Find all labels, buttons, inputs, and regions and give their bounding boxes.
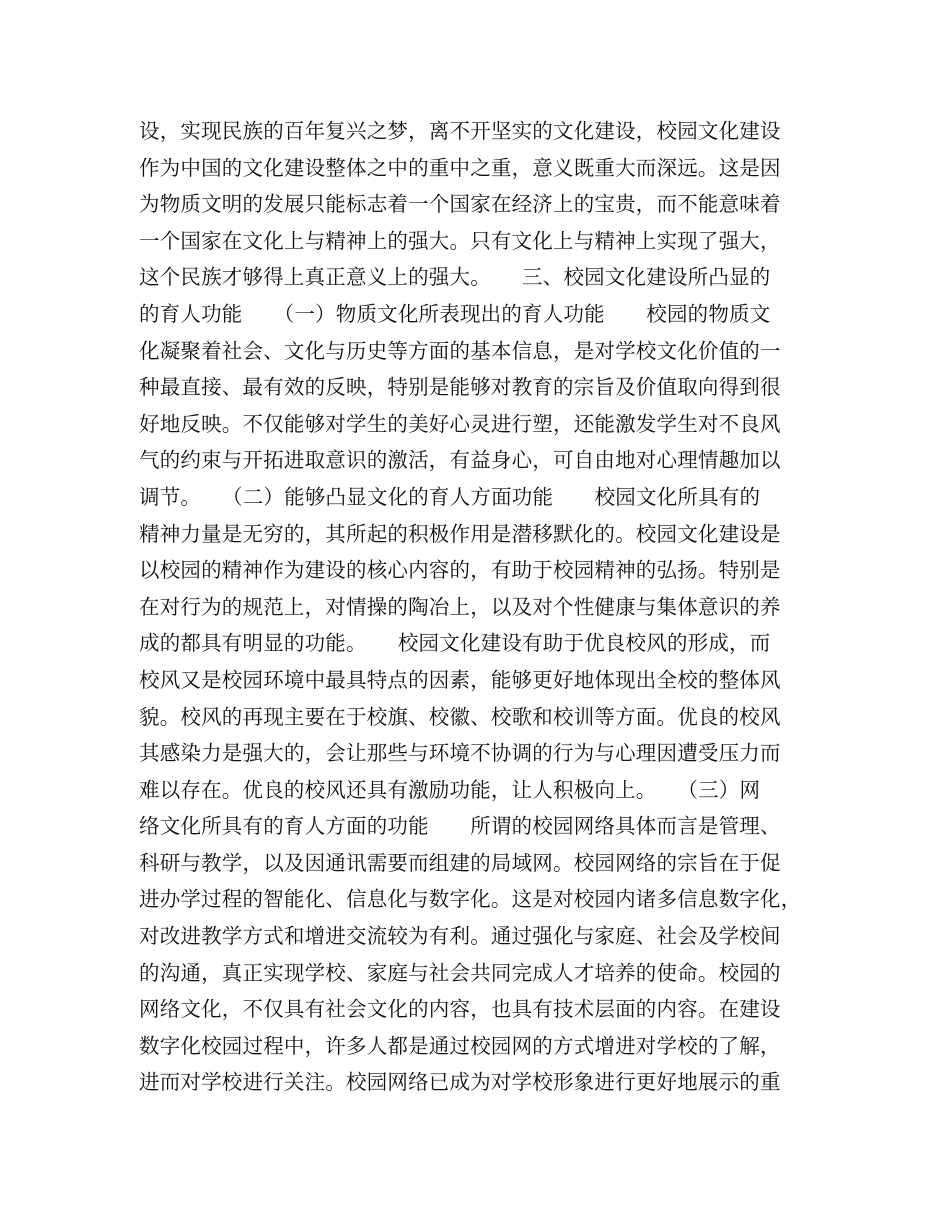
text-line: 调节。 （二）能够凸显文化的育人方面功能 校园文化所具有的 (139, 484, 761, 509)
text-line: 气的约束与开拓进取意识的激活，有益身心，可自由地对心理情趣加以 (139, 448, 781, 473)
text-line: 对改进教学方式和增进交流较为有利。通过强化与家庭、社会及学校间 (139, 924, 781, 949)
text-line: 成的都具有明显的功能。 校园文化建设有助于优良校风的形成，而 (139, 631, 771, 656)
text-line: 数字化校园过程中，许多人都是通过校园网的方式增进对学校的了解， (139, 1033, 781, 1058)
text-line: 网络文化，不仅具有社会文化的内容，也具有技术层面的内容。在建设 (139, 997, 781, 1022)
text-line: 络文化所具有的育人方面的功能 所谓的校园网络具体而言是管理、 (139, 814, 781, 839)
text-line: 作为中国的文化建设整体之中的重中之重，意义既重大而深远。这是因 (139, 155, 781, 180)
text-line: 好地反映。不仅能够对学生的美好心灵进行塑，还能激发学生对不良风 (139, 411, 781, 436)
text-line: 化凝聚着社会、文化与历史等方面的基本信息，是对学校文化价值的一 (139, 338, 781, 363)
text-line: 在对行为的规范上，对情操的陶冶上，以及对个性健康与集体意识的养 (139, 594, 781, 619)
text-line: 科研与教学，以及因通讯需要而组建的局域网。校园网络的宗旨在于促 (139, 850, 781, 875)
text-line: 的育人功能 （一）物质文化所表现出的育人功能 校园的物质文 (139, 301, 771, 326)
text-line: 进办学过程的智能化、信息化与数字化。这是对校园内诸多信息数字化， (139, 887, 802, 912)
text-line: 精神力量是无穷的，其所起的积极作用是潜移默化的。校园文化建设是 (139, 521, 781, 546)
text-line: 种最直接、最有效的反映，特别是能够对教育的宗旨及价值取向得到很 (139, 375, 781, 400)
body-text (139, 113, 819, 1101)
text-line: 这个民族才够得上真正意义上的强大。 三、校园文化建设所凸显的 (139, 265, 771, 290)
text-line: 校风又是校园环境中最具特点的因素，能够更好地体现出全校的整体风 (139, 667, 781, 692)
text-line: 其感染力是强大的，会让那些与环境不协调的行为与心理因遭受压力而 (139, 741, 781, 766)
text-line: 一个国家在文化上与精神上的强大。只有文化上与精神上实现了强大， (139, 228, 781, 253)
text-line: 设，实现民族的百年复兴之梦，离不开坚实的文化建设，校园文化建设 (139, 119, 781, 143)
text-line: 以校园的精神作为建设的核心内容的，有助于校园精神的弘扬。特别是 (139, 558, 781, 583)
text-line: 貌。校风的再现主要在于校旗、校徽、校歌和校训等方面。优良的校风 (139, 704, 781, 729)
text-line: 的沟通，真正实现学校、家庭与社会共同完成人才培养的使命。校园的 (139, 960, 781, 985)
text-line: 进而对学校进行关注。校园网络已成为对学校形象进行更好地展示的重 (139, 1070, 781, 1095)
text-line: 难以存在。优良的校风还具有激励功能，让人积极向上。 （三）网 (139, 777, 761, 802)
text-line: 为物质文明的发展只能标志着一个国家在经济上的宝贵，而不能意味着 (139, 192, 781, 217)
